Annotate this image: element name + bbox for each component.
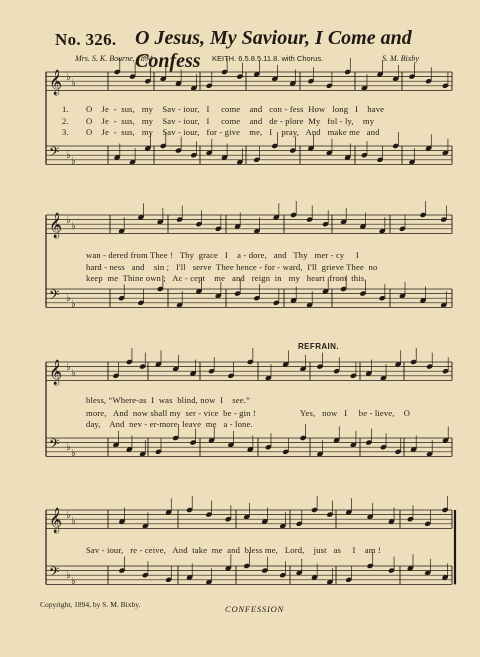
flat-sign-icon: ♭ — [66, 293, 71, 304]
flat-sign-icon: ♭ — [66, 150, 71, 161]
flat-sign-icon: ♭ — [66, 510, 71, 521]
verse-number-1: 1. — [62, 104, 69, 114]
hymn-tune: KEITH. 6.5.8.5.11.8. with Chorus. — [212, 54, 324, 63]
lyric-line-1-verse-2: O Je - sus, my Sav - iour, I come and de - plore My fol - ly, my — [86, 116, 375, 126]
flat-sign-icon: ♭ — [71, 516, 76, 527]
bass-clef-icon: 𝄢 — [49, 144, 60, 163]
treble-clef-icon: 𝄞 — [49, 508, 63, 533]
flat-sign-icon: ♭ — [71, 299, 76, 310]
hymn-composer: S. M. Bixby — [382, 54, 419, 63]
refrain-lyric-line-1: Yes, now I be - lieve, O — [300, 408, 411, 418]
flat-sign-icon: ♭ — [66, 442, 71, 453]
hymn-number: No. 326. — [55, 30, 117, 49]
copyright-notice: Copyright, 1894, by S. M. Bixby. — [40, 600, 141, 609]
lyric-line-3-verse-1: bless, “Where-as I was blind, now I see.” — [86, 395, 250, 405]
flat-sign-icon: ♭ — [71, 156, 76, 167]
flat-sign-icon: ♭ — [66, 362, 71, 373]
category-label: CONFESSION — [225, 604, 284, 614]
lyric-line-1-verse-1: O Je - sus, my Sav - iour, I come and con - fess How long I have — [86, 104, 385, 114]
lyric-line-2-verse-1: wan - dered from Thee ! Thy grace I a - dore, and Thy mer - cy I — [86, 250, 359, 260]
treble-clef-icon: 𝄞 — [49, 360, 63, 385]
bass-clef-icon: 𝄢 — [49, 564, 60, 583]
flat-sign-icon: ♭ — [66, 215, 71, 226]
flat-sign-icon: ♭ — [66, 570, 71, 581]
lyric-line-2-verse-3: keep me Thine own ; Ac - cept me and reign in my heart from this — [86, 273, 365, 283]
lyric-line-1-verse-3: O Je - sus, my Sav - iour, for - give me, I pray, And make me and — [86, 127, 380, 137]
lyric-line-2-verse-2: hard - ness and sin ; I'll serve Thee hence - for - ward, I'll grieve Thee no — [86, 262, 378, 272]
lyric-line-3-verse-2: more, And now shall my ser - vice be - gin ! — [86, 408, 256, 418]
refrain-label: REFRAIN. — [298, 342, 339, 351]
flat-sign-icon: ♭ — [71, 221, 76, 232]
flat-sign-icon: ♭ — [71, 368, 76, 379]
flat-sign-icon: ♭ — [71, 78, 76, 89]
verse-number-2: 2. — [62, 116, 69, 126]
refrain-lyric-line-2: Sav - iour, re - ceive, And take me and bless me, Lord, just as I am ! — [86, 545, 381, 555]
bass-clef-icon: 𝄢 — [49, 287, 60, 306]
lyric-line-3-verse-3: day, And nev - er-more leave me a - lone. — [86, 419, 253, 429]
hymn-title: O Jesus, My Saviour, I Come and Confess — [135, 27, 412, 72]
flat-sign-icon: ♭ — [71, 448, 76, 459]
hymn-author: Mrs. S. K. Bourne, 1894 — [75, 54, 153, 63]
flat-sign-icon: ♭ — [66, 72, 71, 83]
verse-number-3: 3. — [62, 127, 69, 137]
treble-clef-icon: 𝄞 — [49, 213, 63, 238]
flat-sign-icon: ♭ — [71, 576, 76, 587]
treble-clef-icon: 𝄞 — [49, 70, 63, 95]
bass-clef-icon: 𝄢 — [49, 436, 60, 455]
